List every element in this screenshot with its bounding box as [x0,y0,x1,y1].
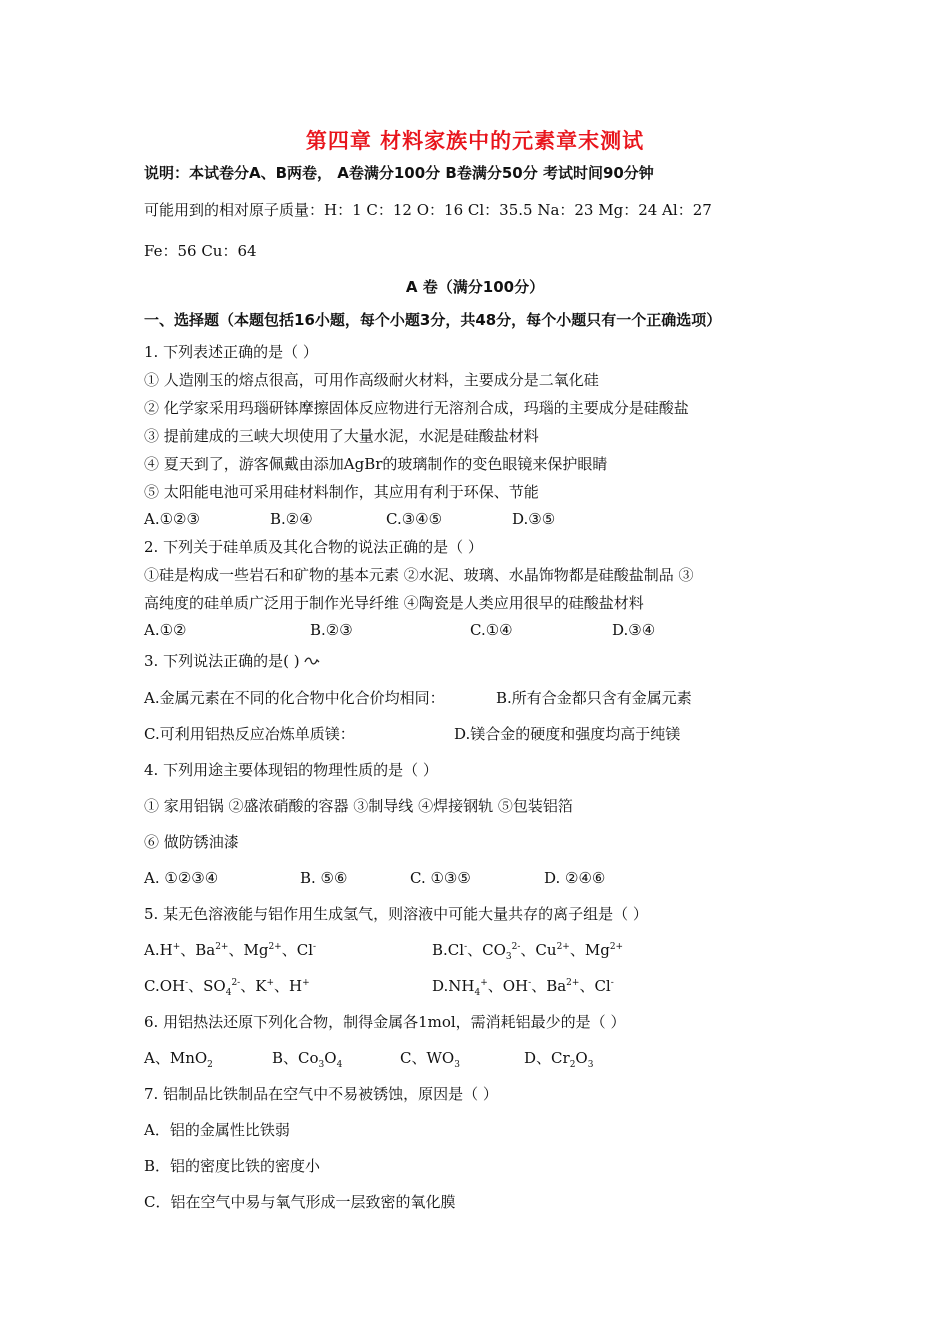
q5-row-1 [144,940,623,960]
q3-option-c: C.可利用铝热反应冶炼单质镁： [144,725,355,743]
q1-item-5: ⑤ 太阳能电池可采用硅材料制作，其应用有利于环保、节能 [144,483,539,501]
q2-options [144,620,655,640]
q1-option-a: A.①②③ [144,510,200,528]
q7-option-b: B．铝的密度比铁的密度小 [144,1157,321,1175]
q1-option-b: B.②④ [270,510,313,528]
q4-option-b: B. ⑤⑥ [300,869,348,887]
atomic-mass-line-1: 可能用到的相对原子质量：H：1 C：12 O：16 Cl：35.5 Na：23 Mg：24 Al：27 [144,201,712,219]
q5-option-c: C.OH-、$SO_4^{2-}$、K+、H+ [144,977,310,998]
q4-option-c: C. ①③⑤ [410,869,471,887]
q2-line-2: 高纯度的硅单质广泛用于制作光导纤维 ④陶瓷是人类应用很早的硅酸盐材料 [144,594,644,612]
q6-stem: 6. 用铝热法还原下列化合物，制得金属各1mol，需消耗铝最少的是（ ） [144,1013,626,1031]
q1-item-1: ① 人造刚玉的熔点很高，可用作高级耐火材料，主要成分是二氧化硅 [144,371,599,389]
q1-options [144,509,555,529]
q4-line-2: ⑥ 做防锈油漆 [144,833,239,851]
q2-option-c: C.①④ [470,621,513,639]
q6-option-b: B、$Co_3O_4$ [272,1049,343,1070]
scribble-mark-icon [304,653,320,673]
q3-row-1 [144,688,692,708]
q2-option-d: D.③④ [612,621,656,639]
q1-item-3: ③ 提前建成的三峡大坝使用了大量水泥，水泥是硅酸盐材料 [144,427,539,445]
q5-option-b: B.Cl-、$CO_3^{2-}$、$Cu^{2+}$、$Mg^{2+}$ [432,941,624,962]
q4-stem: 4. 下列用途主要体现铝的物理性质的是（ ） [144,761,438,779]
q3-stem-row [144,651,320,673]
exam-instructions: 说明：本试卷分A、B两卷， A卷满分100分 B卷满分50分 考试时间90分钟 [144,164,654,182]
q7-option-c: C．铝在空气中易与氧气形成一层致密的氧化膜 [144,1193,456,1211]
q2-option-b: B.②③ [310,621,353,639]
q5-row-2 [144,976,614,996]
q3-stem: 3. 下列说法正确的是( ) [144,652,300,670]
q3-option-b: B.所有合金都只含有金属元素 [496,689,692,707]
q3-option-a: A.金属元素在不同的化合物中化合价均相同： [144,689,445,707]
part1-heading: 一、选择题（本题包括16小题，每个小题3分，共48分，每个小题只有一个正确选项） [144,311,722,329]
q4-line-1: ① 家用铝锅 ②盛浓硝酸的容器 ③制导线 ④焊接钢轨 ⑤包装铝箔 [144,797,573,815]
q5-stem: 5. 某无色溶液能与铝作用生成氢气，则溶液中可能大量共存的离子组是（ ） [144,905,648,923]
q3-option-d: D.镁合金的硬度和强度均高于纯镁 [454,725,681,743]
q4-option-a: A. ①②③④ [144,869,219,887]
q5-option-d: $D.NH_4^+$、OH-、$Ba^{2+}$、Cl- [432,977,614,998]
q6-options [144,1048,593,1068]
q7-stem: 7. 铝制品比铁制品在空气中不易被锈蚀，原因是（ ） [144,1085,498,1103]
q1-item-4: ④ 夏天到了，游客佩戴由添加AgBr的玻璃制作的变色眼镜来保护眼睛 [144,455,608,473]
page-title: 第四章 材料家族中的元素章末测试 [305,129,645,153]
q6-option-c: C、$WO_3$ [400,1049,460,1070]
q6-option-d: D、$Cr_2O_3$ [524,1049,594,1070]
q3-row-2 [144,724,680,744]
section-a-heading: A 卷（满分100分） [405,278,545,296]
atomic-mass-line-2: Fe：56 Cu：64 [144,242,257,260]
q1-stem: 1. 下列表述正确的是（ ） [144,343,318,361]
q2-line-1: ①硅是构成一些岩石和矿物的基本元素 ②水泥、玻璃、水晶饰物都是硅酸盐制品 ③ [144,566,694,584]
q4-options [144,868,605,888]
q4-option-d: D. ②④⑥ [544,869,606,887]
q6-option-a: A、MnO$_2$ [144,1049,213,1070]
q2-stem: 2. 下列关于硅单质及其化合物的说法正确的是（ ） [144,538,483,556]
q2-option-a: A.①② [144,621,187,639]
q7-option-a: A．铝的金属性比铁弱 [144,1121,290,1139]
q5-option-a: A.H+、$Ba^{2+}$、$Mg^{2+}$、Cl- [144,941,317,959]
q1-option-d: D.③⑤ [512,510,556,528]
q1-option-c: C.③④⑤ [386,510,443,528]
q1-item-2: ② 化学家采用玛瑙研钵摩擦固体反应物进行无溶剂合成，玛瑙的主要成分是硅酸盐 [144,399,689,417]
